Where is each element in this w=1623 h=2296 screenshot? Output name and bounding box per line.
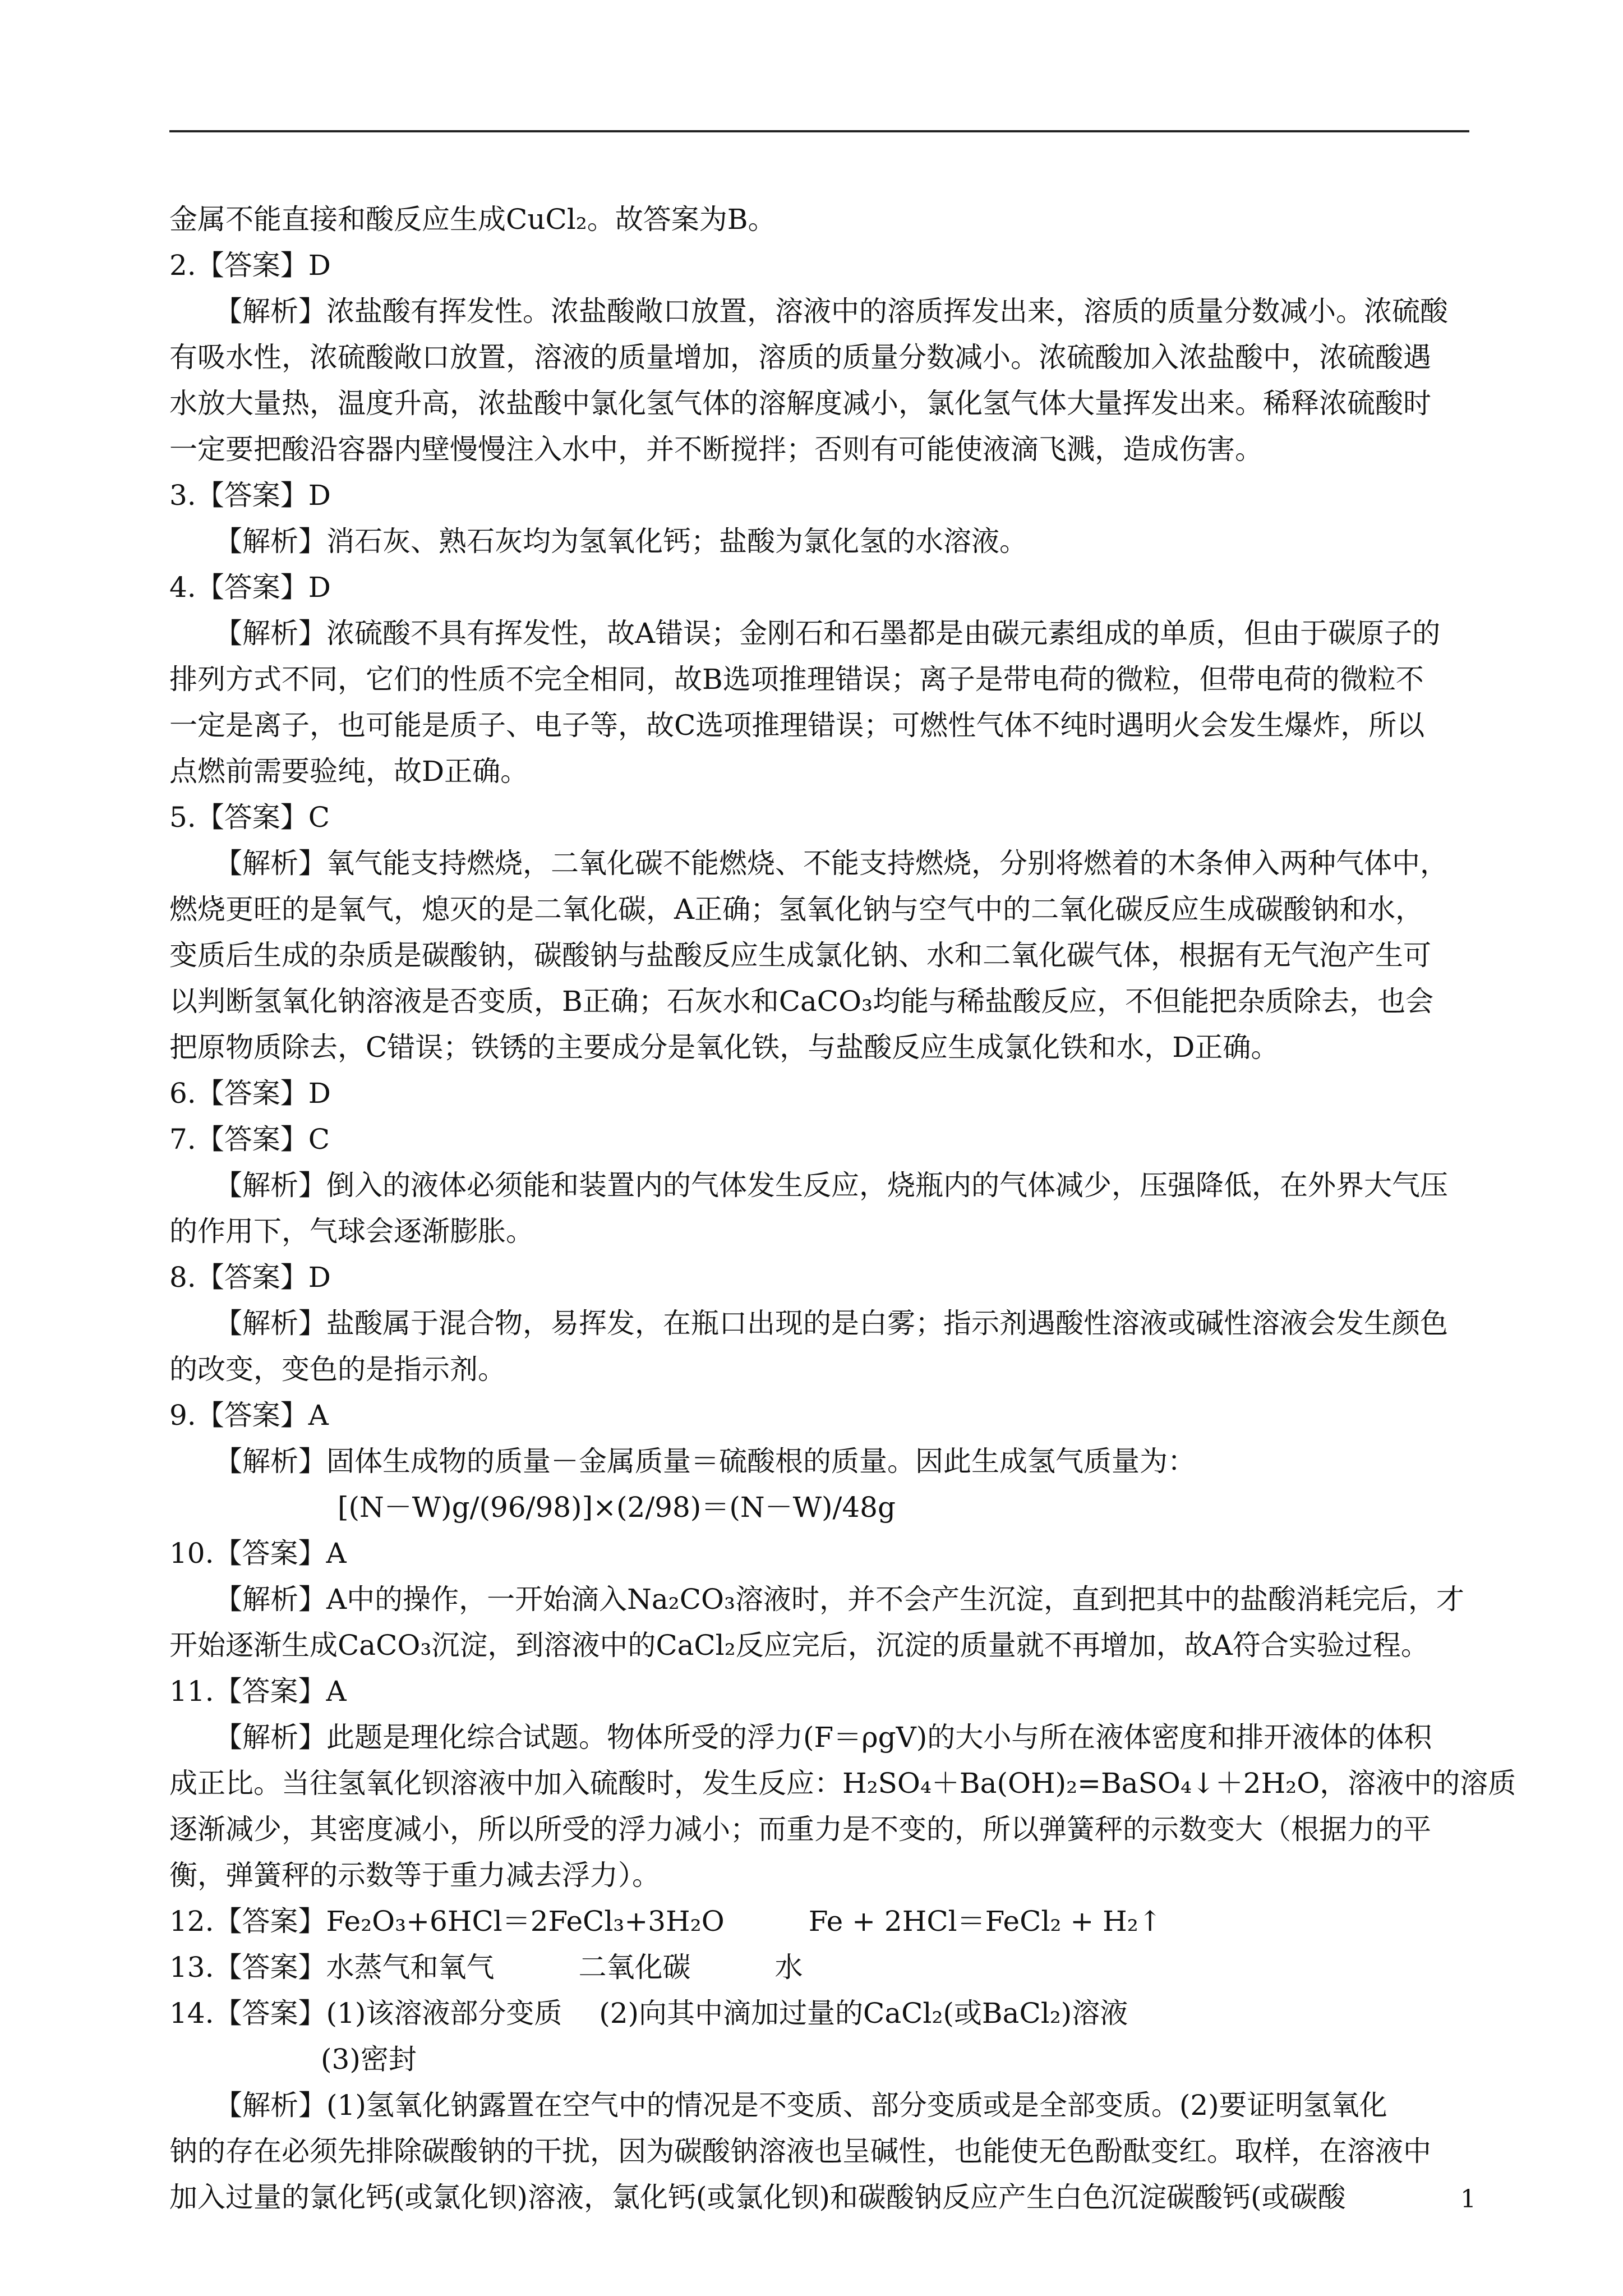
analysis-line: 【解析】此题是理化综合试题。物体所受的浮力(F＝ρgV)的大小与所在液体密度和排开液体的体积 bbox=[214, 1721, 1432, 1754]
text-line: 一定要把酸沿容器内壁慢慢注入水中，并不断搅拌；否则有可能使液滴飞溅，造成伤害。 bbox=[169, 433, 1263, 466]
text-line: 的作用下，气球会逐渐膨胀。 bbox=[169, 1215, 534, 1248]
text-line: 排列方式不同，它们的性质不完全相同，故B选项推理错误；离子是带电荷的微粒，但带电荷的微粒不 bbox=[169, 663, 1424, 696]
answer-line: 4.【答案】D bbox=[169, 571, 331, 604]
analysis-line: 【解析】浓硫酸不具有挥发性，故A错误；金刚石和石墨都是由碳元素组成的单质，但由于碳原子的 bbox=[214, 617, 1441, 650]
text-line: 一定是离子，也可能是质子、电子等，故C选项推理错误；可燃性气体不纯时遇明火会发生爆炸，所以 bbox=[169, 709, 1425, 742]
analysis-line: 【解析】固体生成物的质量－金属质量＝硫酸根的质量。因此生成氢气质量为： bbox=[214, 1445, 1196, 1478]
answer-line: 13.【答案】水蒸气和氧气 二氧化碳 水 bbox=[169, 1951, 803, 1984]
answer-continuation-line: (3)密封 bbox=[321, 2043, 417, 2076]
answer-line: 14.【答案】(1)该溶液部分变质 (2)向其中滴加过量的CaCl₂(或BaCl₂)溶液 bbox=[169, 1997, 1128, 2030]
answer-line: 7.【答案】C bbox=[169, 1123, 330, 1156]
text-line: 有吸水性，浓硫酸敞口放置，溶液的质量增加，溶质的质量分数减小。浓硫酸加入浓盐酸中，浓硫酸遇 bbox=[169, 341, 1431, 374]
text-line: 金属不能直接和酸反应生成CuCl₂。故答案为B。 bbox=[169, 203, 776, 236]
answer-line: 8.【答案】D bbox=[169, 1261, 331, 1294]
answer-text-body bbox=[169, 196, 1516, 2220]
answer-line: 5.【答案】C bbox=[169, 801, 330, 834]
page-number: 1 bbox=[1460, 2185, 1476, 2214]
text-line: 的改变，变色的是指示剂。 bbox=[169, 1353, 506, 1386]
text-line: 点燃前需要验纯，故D正确。 bbox=[169, 755, 529, 788]
answer-line: 6.【答案】D bbox=[169, 1077, 331, 1110]
formula-line: [(N－W)g/(96/98)]×(2/98)＝(N－W)/48g bbox=[338, 1491, 896, 1524]
text-line: 衡，弹簧秤的示数等于重力减去浮力）。 bbox=[169, 1859, 660, 1892]
text-line: 变质后生成的杂质是碳酸钠，碳酸钠与盐酸反应生成氯化钠、水和二氧化碳气体，根据有无气泡产生可 bbox=[169, 939, 1431, 972]
text-line: 加入过量的氯化钙(或氯化钡)溶液，氯化钙(或氯化钡)和碳酸钠反应产生白色沉淀碳酸钙(或碳酸 bbox=[169, 2181, 1346, 2214]
analysis-line: 【解析】消石灰、熟石灰均为氢氧化钙；盐酸为氯化氢的水溶液。 bbox=[214, 525, 1027, 558]
text-line: 水放大量热，温度升高，浓盐酸中氯化氢气体的溶解度减小，氯化氢气体大量挥发出来。稀释浓硫酸时 bbox=[169, 387, 1431, 420]
answer-line: 12.【答案】Fe₂O₃+6HCl＝2FeCl₃+3H₂O Fe + 2HCl＝FeCl₂ + H₂↑ bbox=[169, 1905, 1162, 1938]
text-line: 以判断氢氧化钠溶液是否变质，B正确；石灰水和CaCO₃均能与稀盐酸反应，不但能把杂质除去，也会 bbox=[169, 985, 1434, 1018]
text-line: 逐渐减少，其密度减小，所以所受的浮力减小；而重力是不变的，所以弹簧秤的示数变大（根据力的平 bbox=[169, 1813, 1431, 1846]
text-line: 成正比。当往氢氧化钡溶液中加入硫酸时，发生反应：H₂SO₄＋Ba(OH)₂=BaSO₄↓＋2H₂O，溶液中的溶质 bbox=[169, 1767, 1516, 1800]
header-rule bbox=[169, 130, 1469, 132]
analysis-line: 【解析】倒入的液体必须能和装置内的气体发生反应，烧瓶内的气体减少，压强降低，在外界大气压 bbox=[214, 1169, 1448, 1202]
text-line: 开始逐渐生成CaCO₃沉淀，到溶液中的CaCl₂反应完后，沉淀的质量就不再增加，故A符合实验过程。 bbox=[169, 1629, 1429, 1662]
analysis-line: 【解析】浓盐酸有挥发性。浓盐酸敞口放置，溶液中的溶质挥发出来，溶质的质量分数减小。浓硫酸 bbox=[214, 295, 1448, 328]
analysis-line: 【解析】氧气能支持燃烧，二氧化碳不能燃烧、不能支持燃烧，分别将燃着的木条伸入两种气体中， bbox=[214, 847, 1448, 880]
answer-line: 3.【答案】D bbox=[169, 479, 331, 512]
answer-line: 2.【答案】D bbox=[169, 249, 331, 282]
text-line: 钠的存在必须先排除碳酸钠的干扰，因为碳酸钠溶液也呈碱性，也能使无色酚酞变红。取样，在溶液中 bbox=[169, 2135, 1431, 2168]
answer-line: 11.【答案】A bbox=[169, 1675, 347, 1708]
answer-line: 9.【答案】A bbox=[169, 1399, 329, 1432]
analysis-line: 【解析】(1)氢氧化钠露置在空气中的情况是不变质、部分变质或是全部变质。(2)要证明氢氧化 bbox=[214, 2089, 1387, 2122]
analysis-line: 【解析】A中的操作，一开始滴入Na₂CO₃溶液时，并不会产生沉淀，直到把其中的盐酸消耗完后，才 bbox=[214, 1583, 1465, 1616]
text-line: 燃烧更旺的是氧气，熄灭的是二氧化碳，A正确；氢氧化钠与空气中的二氧化碳反应生成碳酸钠和水， bbox=[169, 893, 1424, 926]
answer-line: 10.【答案】A bbox=[169, 1537, 347, 1570]
text-line: 把原物质除去，C错误；铁锈的主要成分是氧化铁，与盐酸反应生成氯化铁和水，D正确。 bbox=[169, 1031, 1279, 1064]
analysis-line: 【解析】盐酸属于混合物，易挥发，在瓶口出现的是白雾；指示剂遇酸性溶液或碱性溶液会发生颜色 bbox=[214, 1307, 1448, 1340]
